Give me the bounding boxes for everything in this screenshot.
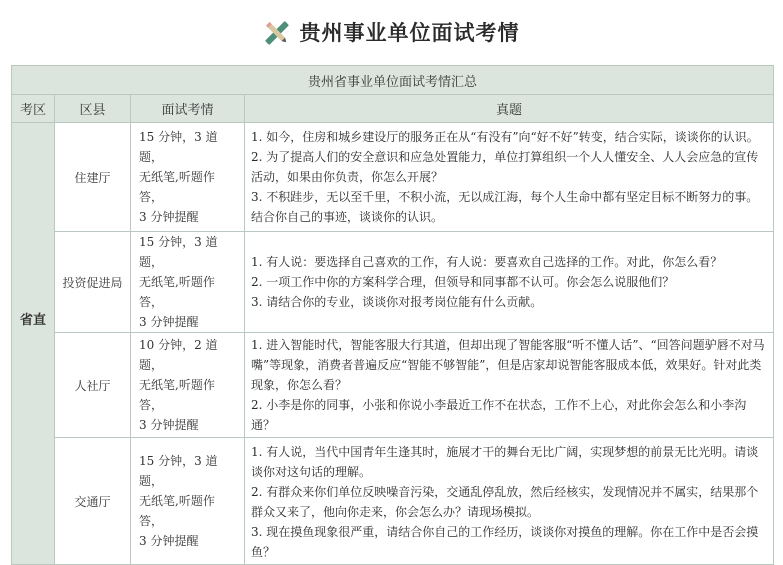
table-caption-row: [12, 66, 774, 95]
question: 1. 如今，住房和城乡建设厅的服务正在从“有没有”向“好不好”转变，结合实际，谈谈你的认识。: [251, 130, 759, 144]
table-caption: 贵州省事业单位面试考情汇总: [12, 66, 774, 95]
column-header-region: 考区: [12, 95, 55, 123]
table-row: [12, 123, 774, 232]
info-cell: 15 分钟，3 道题， 无纸笔,听题作答， 3 分钟提醒: [131, 438, 245, 565]
info-cell: 15 分钟，3 道题， 无纸笔,听题作答， 3 分钟提醒: [131, 123, 245, 232]
region-cell: [12, 123, 55, 565]
dept-cell: 交通厅: [55, 438, 131, 565]
table-row: [12, 438, 774, 565]
questions-cell: [245, 123, 774, 232]
question: 1. 进入智能时代，智能客服大行其道，但却出现了智能客服“听不懂人话”、“回答问题驴唇不对马嘴”等现象，消费者普遍反应“智能不够智能”，但是店家却说智能客服成本低，效果好。针对此类现象，你怎么看？: [251, 338, 765, 392]
question: 3. 不积跬步，无以至千里，不积小流，无以成江海，每个人生命中都有坚定目标不断努力的事。结合你自己的事迹，谈谈你的认识。: [251, 190, 759, 224]
question: 3. 现在摸鱼现象很严重，请结合你自己的工作经历，谈谈你对摸鱼的理解。你在工作中是否会摸鱼？: [251, 525, 759, 559]
table-header-row: [12, 95, 774, 123]
questions-cell: [245, 333, 774, 438]
page-header: [0, 0, 783, 64]
question: 1. 有人说，当代中国青年生逢其时，施展才干的舞台无比广阔，实现梦想的前景无比光明。请谈谈你对这句话的理解。: [251, 445, 759, 479]
dept-cell: 人社厅: [55, 333, 131, 438]
questions-cell: [245, 438, 774, 565]
question: 2. 一项工作中你的方案科学合理，但领导和同事都不认可。你会怎么说服他们？: [251, 275, 675, 289]
column-header-info: 面试考情: [131, 95, 245, 123]
pencil-ruler-icon: [264, 20, 290, 46]
question: 2. 为了提高人们的安全意识和应急处置能力，单位打算组织一个人人懂安全、人人会应急的宣传活动，如果由你负责，你怎么开展？: [251, 150, 759, 184]
info-cell: 10 分钟，2 道题， 无纸笔,听题作答， 3 分钟提醒: [131, 333, 245, 438]
question: 3. 请结合你的专业，谈谈你对报考岗位能有什么贡献。: [251, 295, 543, 309]
question: 2. 有群众来你们单位反映噪音污染，交通乱停乱放，然后经核实，发现情况并不属实，结果那个群众又来了，他向你走来，你会怎么办？请现场模拟。: [251, 485, 759, 519]
info-cell: 15 分钟，3 道题， 无纸笔,听题作答， 3 分钟提醒: [131, 232, 245, 333]
exam-summary-table-container: [11, 65, 773, 565]
exam-summary-table: [11, 65, 774, 565]
column-header-questions: 真题: [245, 95, 774, 123]
questions-cell: [245, 232, 774, 333]
column-header-dept: 区县: [55, 95, 131, 123]
page-title: 贵州事业单位面试考情: [299, 21, 520, 45]
dept-cell: 投资促进局: [55, 232, 131, 333]
table-row: [12, 232, 774, 333]
table-row: [12, 333, 774, 438]
question: 2. 小李是你的同事，小张和你说小李最近工作不在状态，工作不上心，对此你会怎么和小李沟通？: [251, 398, 747, 432]
dept-cell: 住建厅: [55, 123, 131, 232]
region-label: 省直: [19, 313, 46, 328]
question: 1. 有人说：要选择自己喜欢的工作，有人说：要喜欢自己选择的工作。对此，你怎么看？: [251, 255, 723, 269]
